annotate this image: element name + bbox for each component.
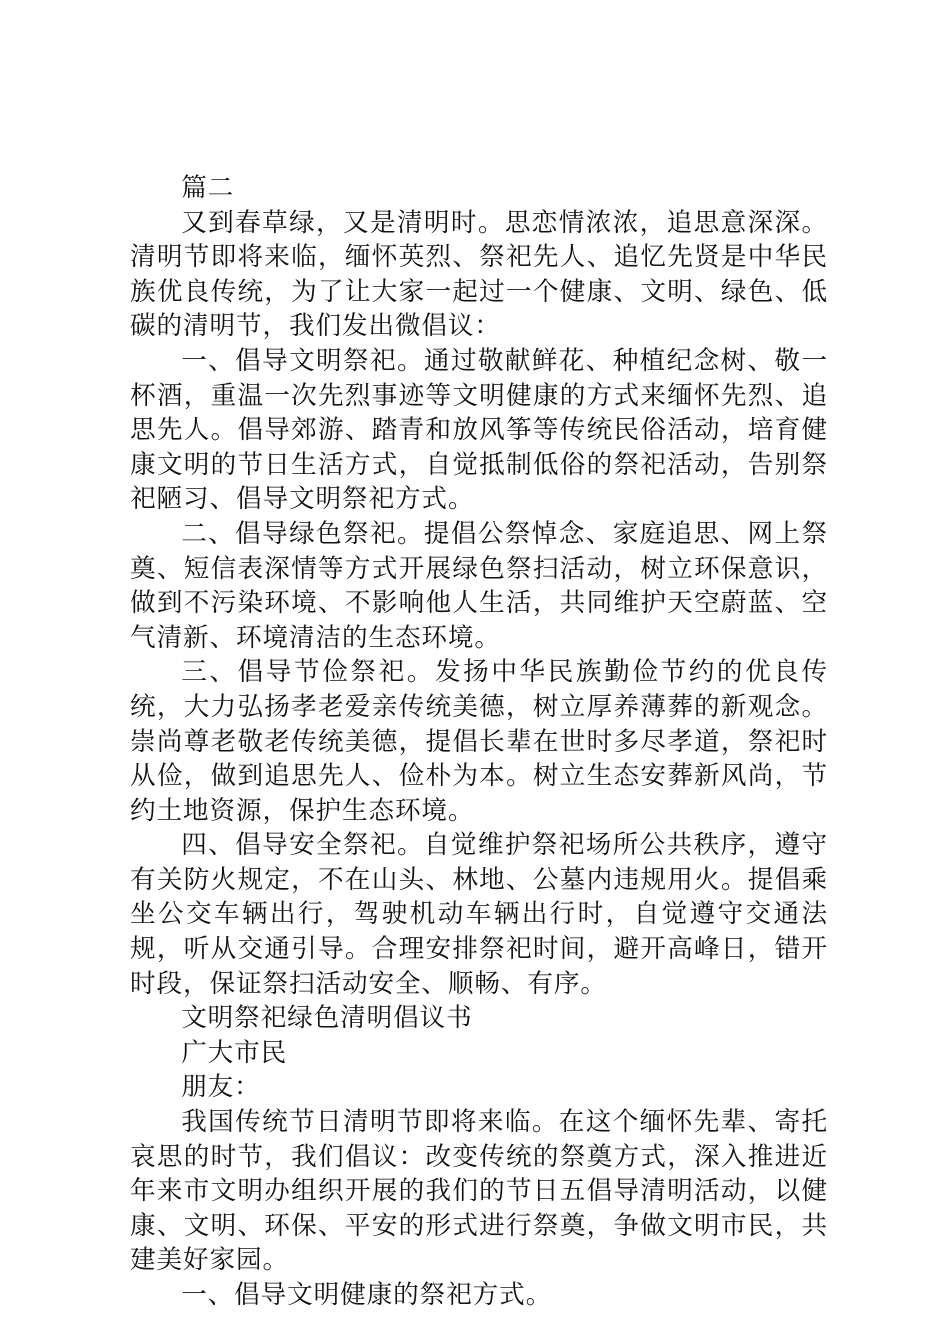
salutation-line-2: 朋友： xyxy=(181,1072,261,1103)
item-safety-paragraph: 四、倡导安全祭祀。自觉维护祭祀场所公共秩序，遵守有关防火规定，不在山头、林地、公墓内违规用火。提倡乘坐公交车辆出行，驾驶机动车辆出行时，自觉遵守交通法规，听从交通引导。合理安排祭祀时间，避开高峰日，错开时段，保证祭扫活动安全、顺畅、有序。 xyxy=(130,830,828,999)
item-civilized-paragraph: 一、倡导文明祭祀。通过敬献鲜花、种植纪念树、敬一杯酒，重温一次先烈事迹等文明健康的方式来缅怀先烈、追思先人。倡导郊游、踏青和放风筝等传统民俗活动，培育健康文明的节日生活方式，自觉抵制低俗的祭祀活动，告别祭祀陋习、倡导文明祭祀方式。 xyxy=(130,345,828,515)
item-green-paragraph: 二、倡导绿色祭祀。提倡公祭悼念、家庭追思、网上祭奠、短信表深情等方式开展绿色祭扫活动，树立环保意识，做到不污染环境、不影响他人生活，共同维护天空蔚蓝、空气清新、环境清洁的生态环境。 xyxy=(130,518,828,653)
intro-paragraph: 又到春草绿，又是清明时。思恋情浓浓，追思意深深。清明节即将来临，缅怀英烈、祭祀先人、追忆先贤是中华民族优良传统，为了让大家一起过一个健康、文明、绿色、低碳的清明节，我们发出微倡议： xyxy=(130,207,828,342)
item-frugal-paragraph: 三、倡导节俭祭祀。发扬中华民族勤俭节约的优良传统，大力弘扬孝老爱亲传统美德，树立厚养薄葬的新观念。崇尚尊老敬老传统美德，提倡长辈在世时多尽孝道，祭祀时从俭，做到追思先人、俭朴为本。树立生态安葬新风尚，节约土地资源，保护生态环境。 xyxy=(130,657,828,826)
proposal-title: 文明祭祀绿色清明倡议书 xyxy=(181,1003,473,1034)
proposal-intro-paragraph: 我国传统节日清明节即将来临。在这个缅怀先辈、寄托哀思的时节，我们倡议：改变传统的祭奠方式，深入推进近年来市文明办组织开展的我们的节日五倡导清明活动，以健康、文明、环保、平安的形式进行祭奠，争做文明市民，共建美好家园。 xyxy=(130,1107,828,1276)
proposal-item-1-heading: 一、倡导文明健康的祭祀方式。 xyxy=(181,1280,553,1310)
document-page xyxy=(130,171,828,1313)
section-heading: 篇二 xyxy=(181,173,235,203)
salutation-line-1: 广大市民 xyxy=(181,1037,288,1068)
